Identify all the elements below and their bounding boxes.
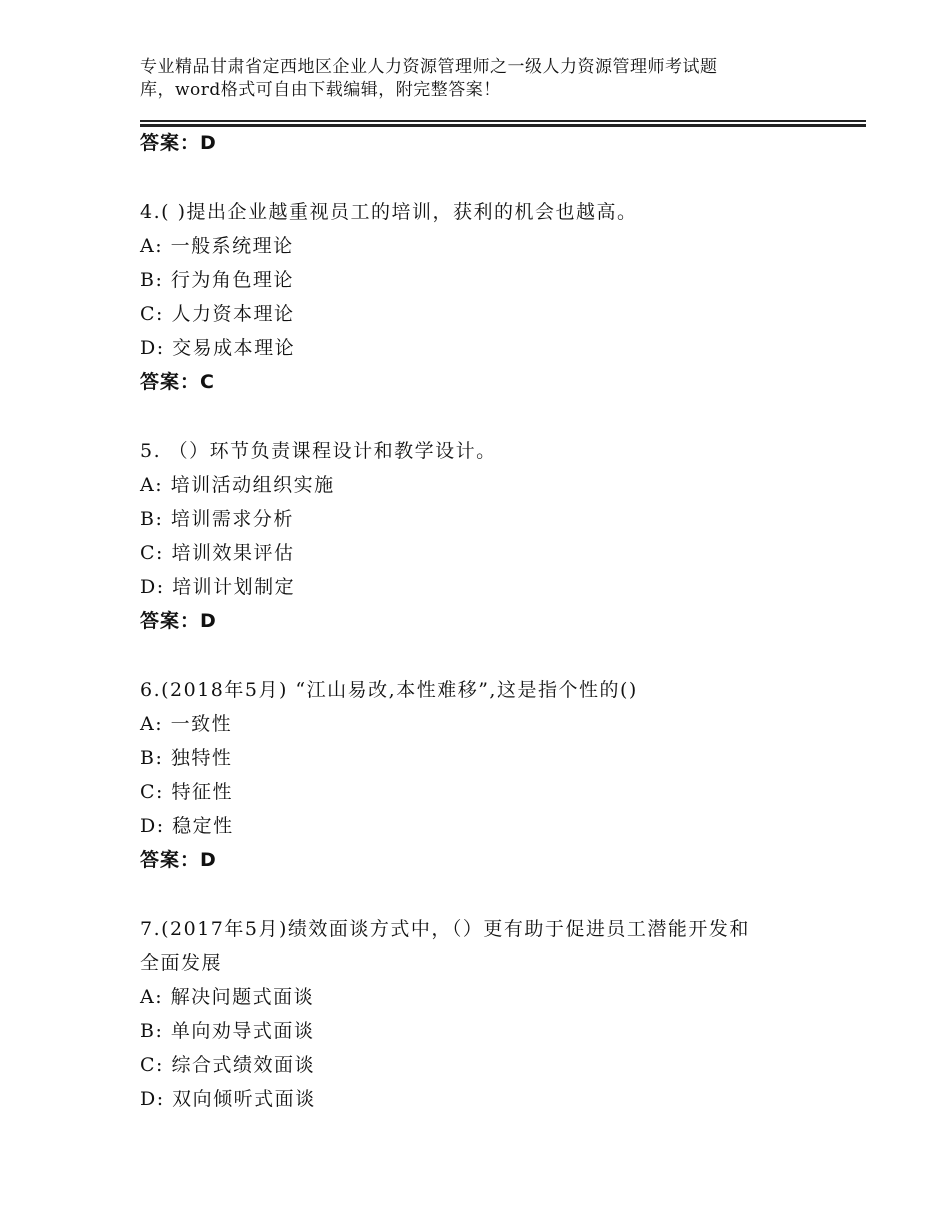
question-stem: 6.(2018年5月) “江山易改,本性难移”,这是指个性的() (140, 679, 638, 701)
header-rule-thin (140, 120, 866, 122)
option-c: C: 特征性 (140, 781, 233, 803)
question-stem: 5. （）环节负责课程设计和教学设计。 (140, 440, 497, 462)
option-a: A: 一般系统理论 (140, 235, 294, 257)
prev-answer: 答案：D (140, 132, 217, 154)
option-b: B: 培训需求分析 (140, 508, 294, 530)
question-stem: 7.(2017年5月)绩效面谈方式中，（）更有助于促进员工潜能开发和 (140, 918, 750, 940)
option-c: C: 人力资本理论 (140, 303, 295, 325)
option-a: A: 解决问题式面谈 (140, 986, 315, 1008)
question-stem: 4.( )提出企业越重视员工的培训，获利的机会也越高。 (140, 201, 638, 223)
page-header (140, 56, 780, 102)
header-line-1: 专业精品甘肃省定西地区企业人力资源管理师之一级人力资源管理师考试题 (140, 57, 718, 77)
option-c: C: 综合式绩效面谈 (140, 1054, 315, 1076)
question-stem-continued: 全面发展 (140, 952, 223, 974)
option-b: B: 单向劝导式面谈 (140, 1020, 315, 1042)
option-c: C: 培训效果评估 (140, 542, 295, 564)
option-a: A: 培训活动组织实施 (140, 474, 335, 496)
option-d: D: 培训计划制定 (140, 576, 296, 598)
option-a: A: 一致性 (140, 713, 233, 735)
option-b: B: 行为角色理论 (140, 269, 294, 291)
answer: 答案：C (140, 371, 215, 393)
option-d: D: 稳定性 (140, 815, 234, 837)
option-d: D: 双向倾听式面谈 (140, 1088, 316, 1110)
option-d: D: 交易成本理论 (140, 337, 296, 359)
header-line-2: 库，word格式可自由下载编辑，附完整答案！ (140, 80, 501, 100)
option-b: B: 独特性 (140, 747, 233, 769)
answer: 答案：D (140, 849, 217, 871)
header-rule-thick (140, 124, 866, 127)
answer: 答案：D (140, 610, 217, 632)
